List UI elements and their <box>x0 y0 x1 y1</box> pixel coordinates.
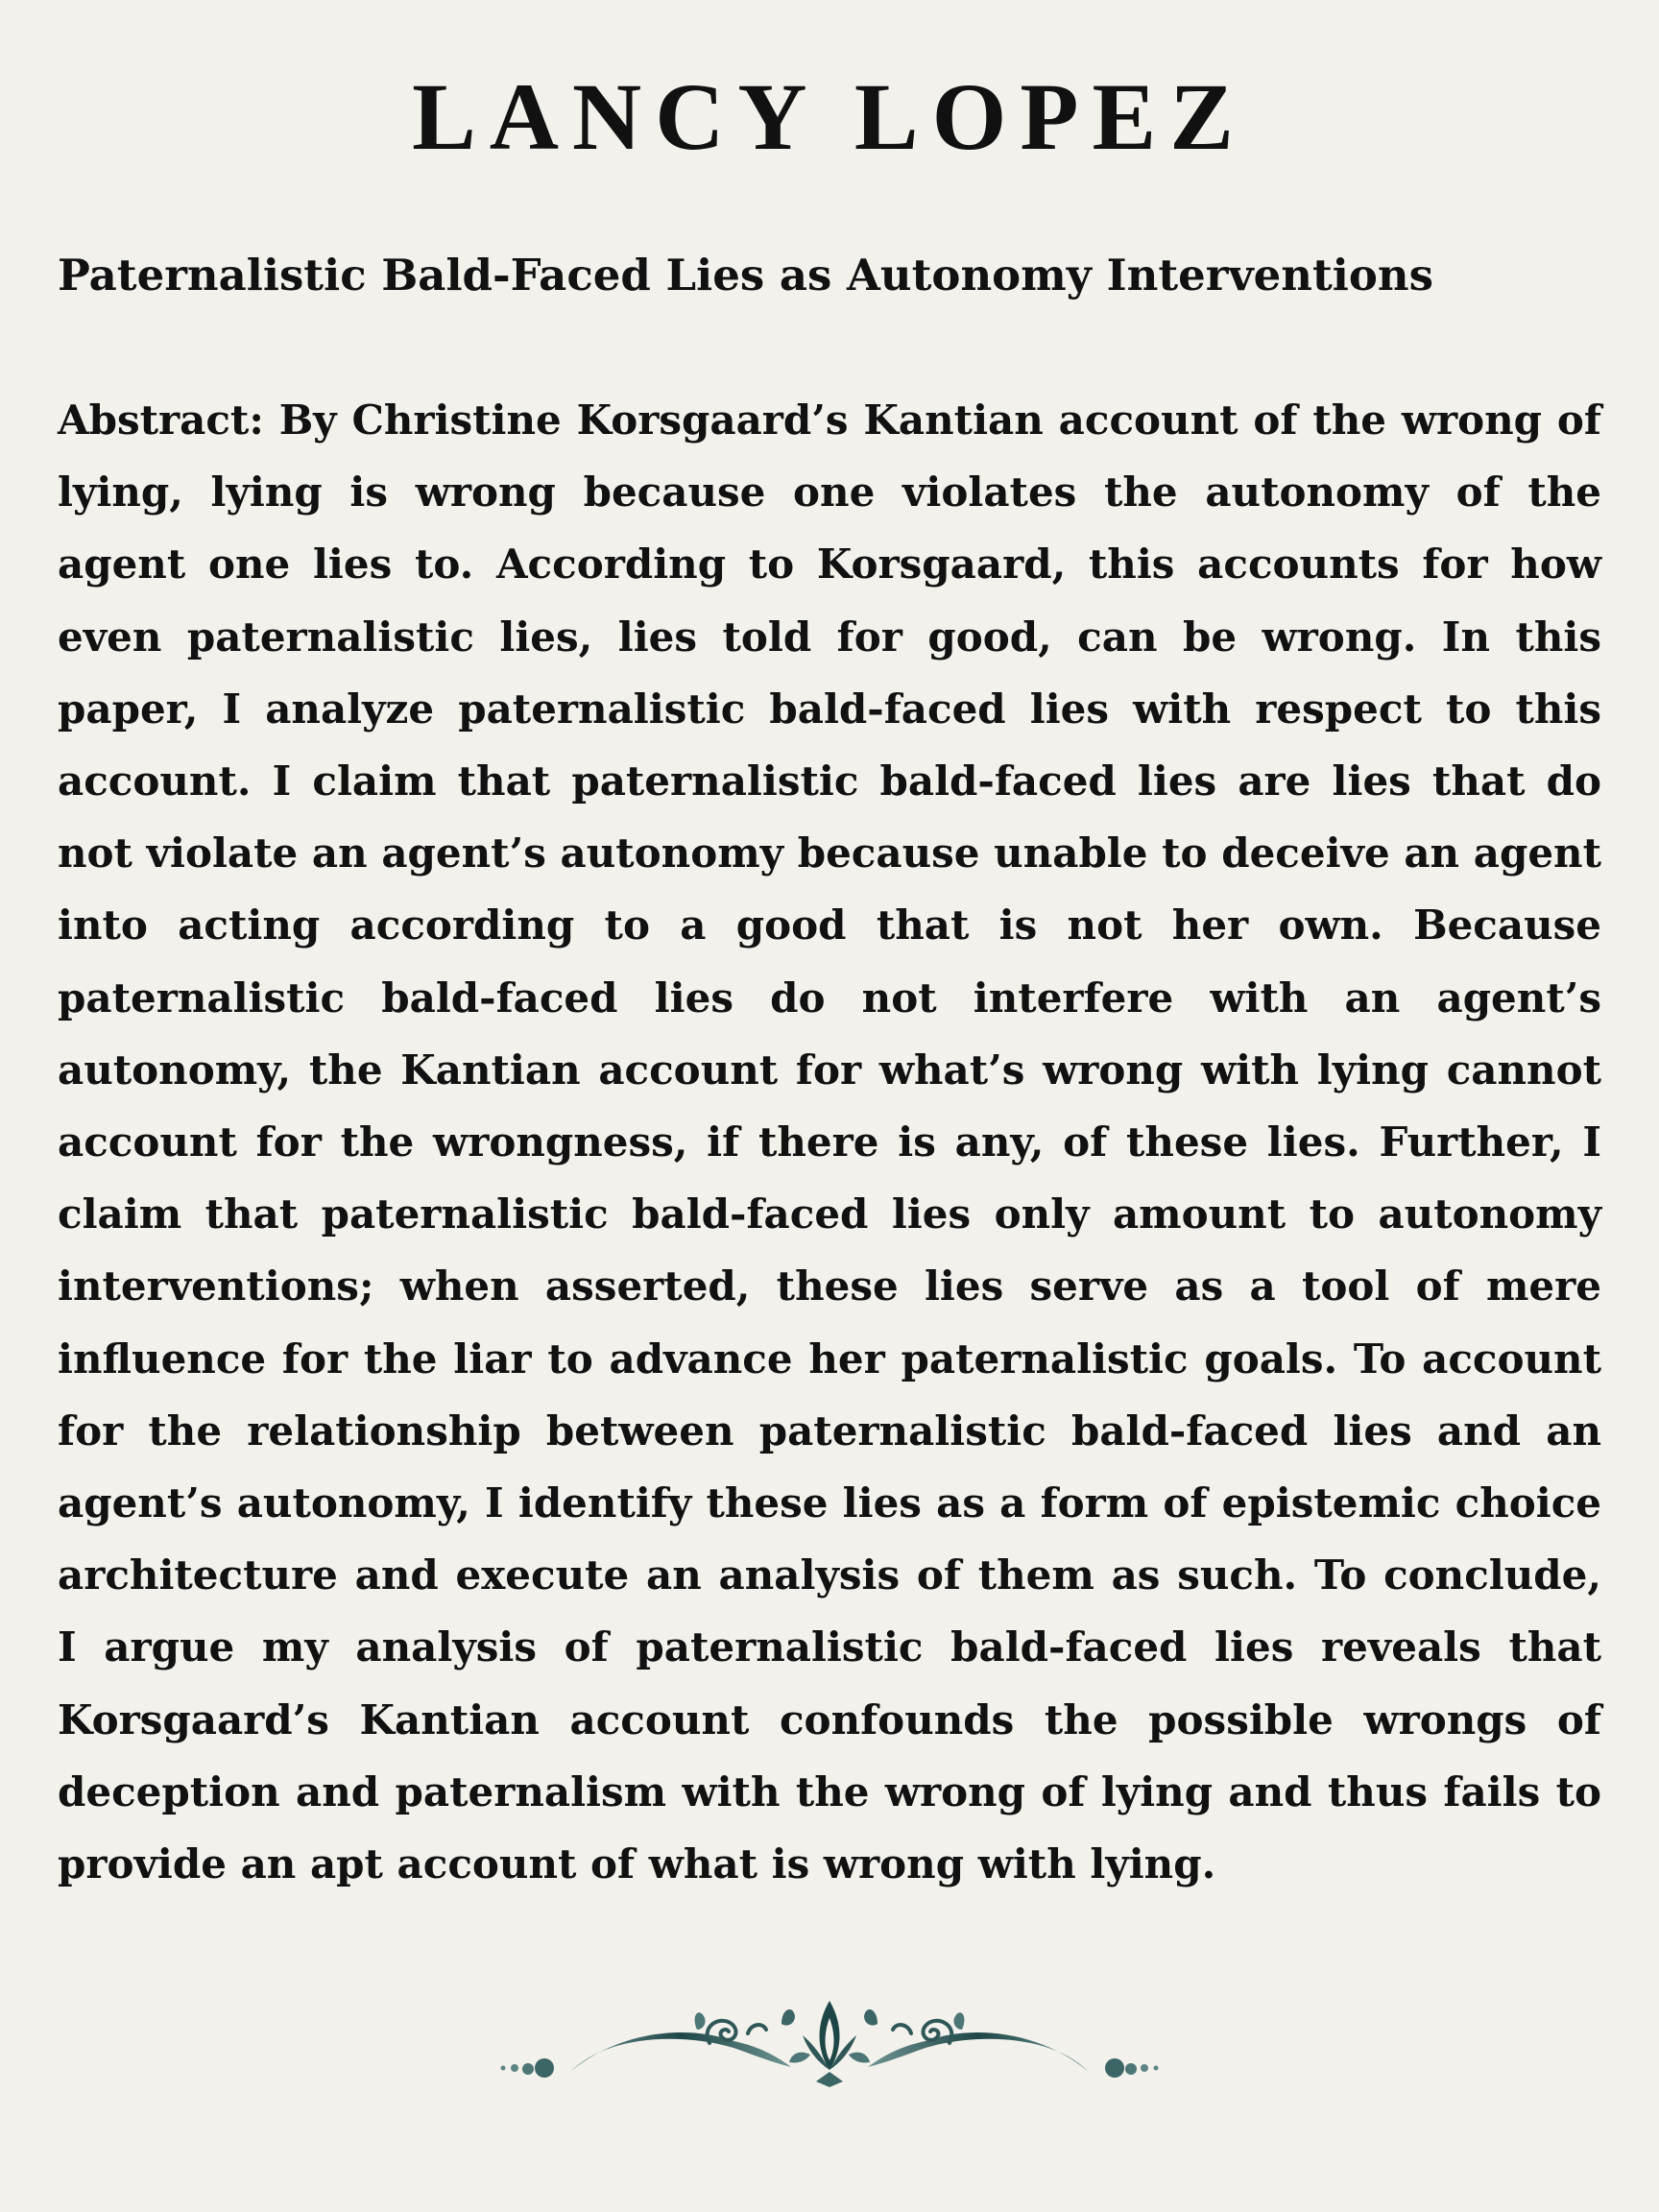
paper-title: Paternalistic Bald-Faced Lies as Autonomy Interventions <box>58 250 1433 301</box>
floral-divider-icon <box>493 1995 1166 2101</box>
author-name: LANCY LOPEZ <box>412 63 1247 170</box>
abstract-text: Abstract: By Christine Korsgaard’s Kantian account of the wrong of lying, lying is wrong because one violates the autonomy of the agent one lies to. According to Korsgaard, this accounts for how even paternalistic lies, lies told for good, can be wrong. In this paper, I analyze paternalistic bald-faced lies with respect to this account. I claim that paternalistic bald-faced lies are lies that do not violate an agent’s autonomy because unable to deceive an agent into acting according to a good that is not her own. Because paternalistic bald-faced lies do not interfere with an agent’s autonomy, the Kantian account for what’s wrong with lying cannot account for the wrongness, if there is any, of these lies. Further, I claim that paternalistic bald-faced lies only amount to autonomy interventions; when asserted, these lies serve as a tool of mere influence for the liar to advance her paternalistic goals. To account for the relationship between paternalistic bald-faced lies and an agent’s autonomy, I identify these lies as a form of epistemic choice architecture and execute an analysis of them as such. To conclude, I argue my analysis of paternalistic bald-faced lies reveals that Korsgaard’s Kantian account confounds the possible wrongs of deception and paternalism with the wrong of lying and thus fails to provide an apt account of what is wrong with lying. <box>58 397 1601 1888</box>
